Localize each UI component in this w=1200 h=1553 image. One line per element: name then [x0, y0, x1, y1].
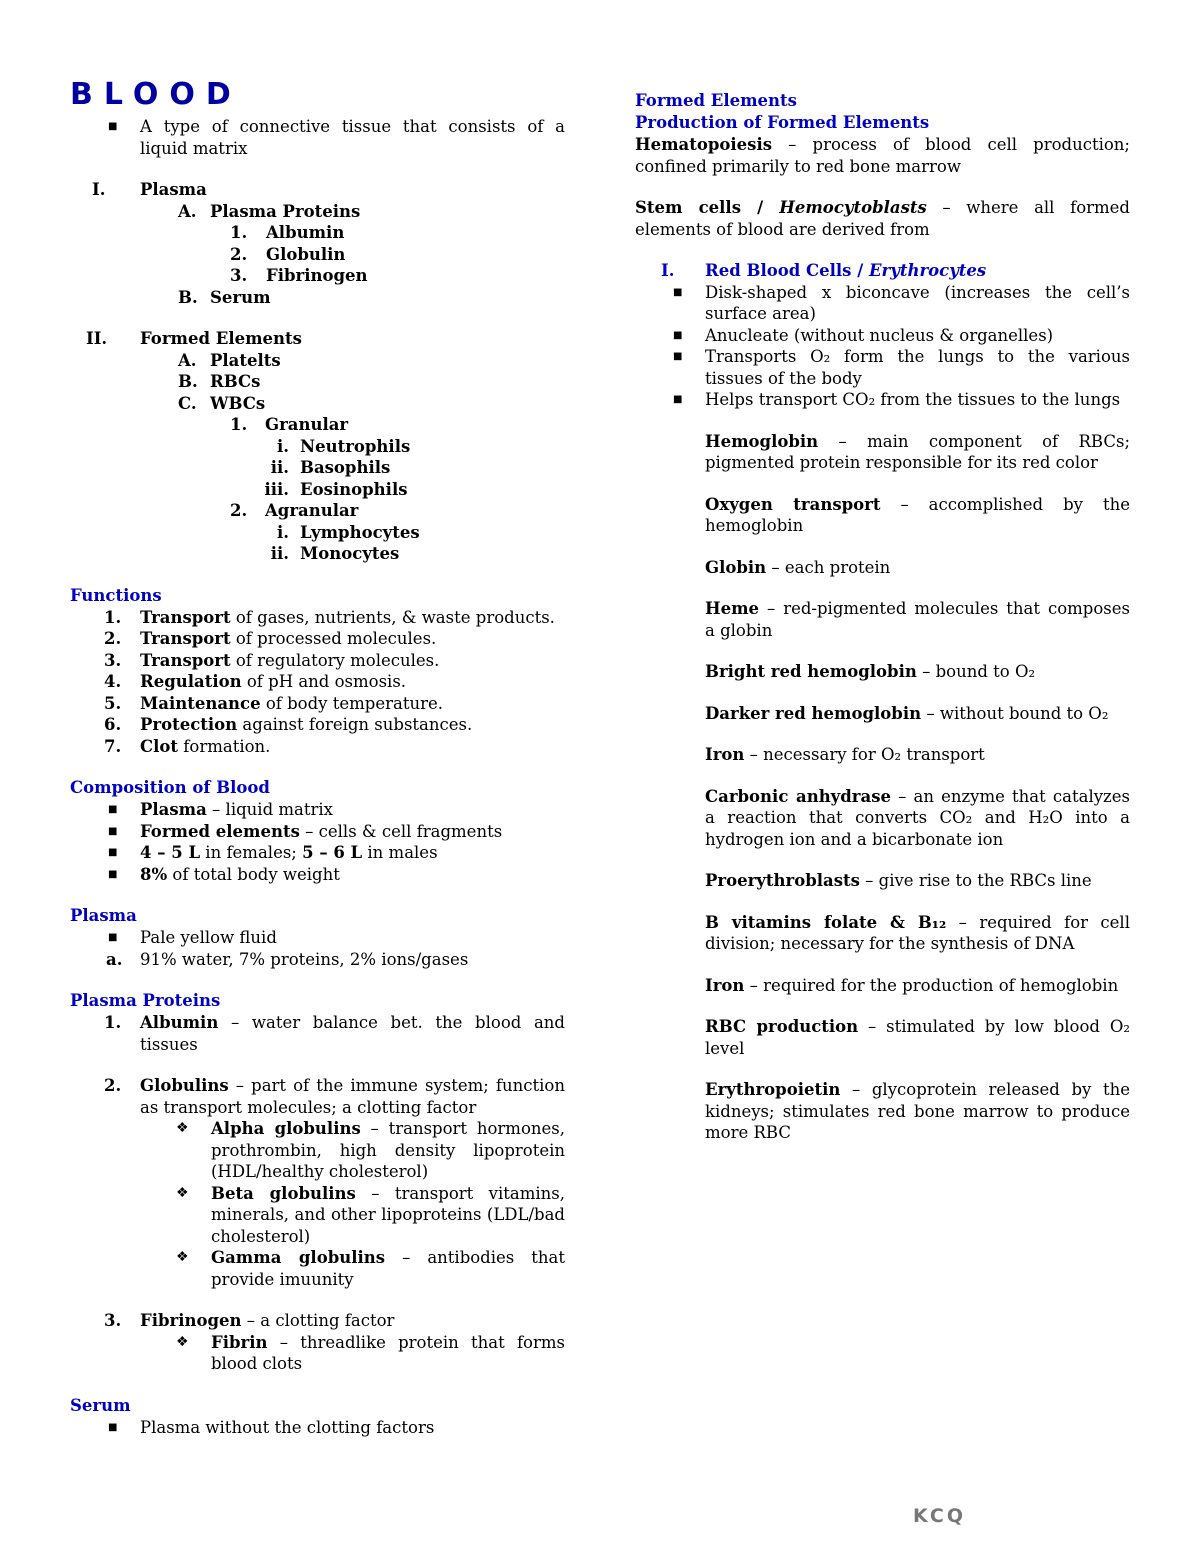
square-bullet-icon: ■ [673, 394, 683, 405]
list-item [70, 714, 565, 736]
list-term: Transport [140, 607, 231, 627]
outline-label: WBCs [210, 393, 266, 413]
list-item [70, 1075, 565, 1118]
definition [635, 703, 1130, 725]
outline-item [70, 179, 565, 201]
definition-term: Erythropoietin [705, 1080, 841, 1099]
rbc-definitions [635, 411, 1130, 1144]
outline-item [70, 328, 565, 350]
list-term: Albumin [140, 1013, 219, 1032]
list-item [70, 671, 565, 693]
list-text: in males [362, 843, 438, 862]
list-item [70, 1012, 565, 1055]
square-bullet-icon: ■ [673, 351, 683, 362]
definition-term: Oxygen transport [705, 494, 881, 514]
definition-text: – necessary for O₂ transport [744, 745, 985, 764]
diamond-bullet-icon: ❖ [176, 1184, 189, 1201]
list-term: Clot [140, 736, 179, 756]
outline-label: Formed Elements [140, 329, 302, 348]
definition [635, 870, 1130, 892]
definition-term: Stem cells / [635, 198, 780, 217]
list-text: of regulatory molecules. [230, 650, 440, 670]
list-term: Regulation [140, 672, 242, 691]
list-number: 7. [104, 736, 122, 756]
list-term: Globulins [140, 1076, 229, 1095]
list-item [70, 1332, 565, 1375]
list-term: Fibrin [211, 1332, 268, 1352]
definition-text: – glycoprotein released by the kidneys; stimulates red bone marrow to produce more RBC [705, 1080, 1130, 1142]
outline-item [70, 543, 565, 565]
serum-heading: Serum [70, 1395, 131, 1415]
outline-item [70, 479, 565, 501]
list-text: 91% water, 7% proteins, 2% ions/gases [140, 949, 469, 969]
square-bullet-icon: ■ [108, 825, 118, 837]
list-number: 5. [104, 693, 122, 713]
right-column [635, 90, 1130, 1144]
list-number: a. [106, 949, 123, 969]
list-text: in females; [200, 843, 303, 862]
definition-text: – give rise to the RBCs line [859, 871, 1092, 890]
list-term: Transport [140, 629, 231, 648]
footer-initials: KCQ [913, 1505, 966, 1527]
rbc-heading [635, 260, 1130, 282]
list-number: 2. [104, 629, 122, 648]
definition [635, 134, 1130, 177]
list-item [70, 1183, 565, 1248]
outline-number: II. [86, 329, 108, 348]
square-bullet-icon: ■ [108, 121, 118, 132]
outline-label: Monocytes [300, 544, 400, 563]
list-text: – a clotting factor [241, 1311, 395, 1330]
outline-label: Plasma [140, 180, 207, 199]
definition [635, 1079, 1130, 1144]
list-item [70, 799, 565, 821]
composition-heading: Composition of Blood [70, 778, 270, 797]
list-text: of pH and osmosis. [241, 672, 407, 691]
outline-label: Granular [265, 415, 349, 434]
definition-text: – main component of RBCs; pigmented protein responsible for its red color [705, 431, 1130, 472]
rbc-bullet-list [635, 282, 1130, 411]
list-item [70, 693, 565, 715]
list-text: of total body weight [167, 864, 340, 884]
list-item [70, 1118, 565, 1183]
list-item [70, 949, 565, 971]
definition-text: – an enzyme that catalyzes a reaction that converts CO₂ and H₂O into a hydrogen ion and a bicarbonate ion [705, 786, 1130, 849]
page-title: BLOOD [70, 77, 242, 112]
list-number: 3. [104, 1311, 122, 1330]
definition-text: – without bound to O₂ [921, 703, 1109, 723]
definition-text: – accomplished by the hemoglobin [705, 494, 1130, 535]
definition-term: Proerythroblasts [705, 871, 860, 890]
list-text: – transport vitamins, minerals, and other lipoproteins (LDL/bad cholesterol) [211, 1183, 565, 1246]
list-item [635, 346, 1130, 389]
definition [635, 557, 1130, 579]
outline-number: 2. [230, 501, 248, 520]
outline-label: Agranular [265, 501, 359, 520]
list-item [70, 628, 565, 650]
list-text: – part of the immune system; function as transport molecules; a clotting factor [140, 1076, 565, 1117]
outline-item [70, 414, 565, 436]
production-heading: Production of Formed Elements [635, 113, 930, 132]
outline-label: Globulin [266, 244, 346, 264]
list-text: – cells & cell fragments [299, 821, 503, 841]
definition [635, 431, 1130, 474]
outline-number: 2. [230, 244, 248, 264]
section-number: I. [661, 261, 675, 280]
list-term: Protection [140, 715, 238, 734]
square-bullet-icon: ■ [673, 286, 683, 298]
list-number: 4. [104, 672, 122, 691]
list-text: of processed molecules. [230, 629, 437, 648]
outline-label: Basophils [300, 458, 391, 477]
outline-number: 3. [230, 266, 248, 285]
definition-term: RBC production [705, 1017, 859, 1036]
outline-item [70, 350, 565, 372]
list-term: Maintenance [140, 693, 261, 713]
definition-term: Darker red hemoglobin [705, 703, 922, 723]
square-bullet-icon: ■ [108, 868, 118, 880]
list-term: Alpha globulins [211, 1119, 361, 1138]
diamond-bullet-icon: ❖ [176, 1249, 189, 1265]
outline-number: 1. [230, 415, 248, 434]
outline-item [70, 201, 565, 223]
list-item [70, 927, 565, 949]
outline-label: RBCs [210, 372, 261, 391]
list-text: of body temperature. [260, 693, 443, 713]
definition [635, 197, 1130, 240]
square-bullet-icon: ■ [673, 329, 683, 341]
outline-number: B. [178, 372, 198, 391]
definition-term: Globin [705, 557, 767, 577]
outline-number: A. [178, 201, 197, 221]
intro-bullet [70, 116, 565, 159]
functions-list [70, 607, 565, 758]
list-item [70, 1310, 565, 1332]
list-text: Plasma without the clotting factors [140, 1417, 435, 1437]
definition [635, 661, 1130, 683]
diamond-bullet-icon: ❖ [176, 1333, 189, 1350]
list-term: Beta globulins [211, 1183, 356, 1203]
list-text: – threadlike protein that forms blood clots [211, 1332, 565, 1373]
outline-number: I. [92, 180, 106, 199]
outline-number: i. [276, 522, 289, 542]
list-item [70, 842, 565, 864]
definition-text: – where all formed elements of blood are derived from [635, 198, 1130, 239]
list-text: – transport hormones, prothrombin, high density lipoprotein (HDL/healthy cholesterol) [211, 1119, 565, 1181]
outline-label: Fibrinogen [266, 266, 368, 285]
outline [70, 179, 565, 565]
list-term: Transport [140, 650, 231, 670]
outline-item [70, 222, 565, 244]
definition-text: – red-pigmented molecules that composes a globin [705, 599, 1130, 640]
outline-number: i. [276, 436, 289, 456]
definition-text: – required for the production of hemoglobin [744, 975, 1119, 995]
definition [635, 494, 1130, 537]
outline-item [70, 265, 565, 287]
plasma-proteins-heading: Plasma Proteins [70, 991, 221, 1010]
definition-term: Heme [705, 599, 760, 618]
composition-list [70, 799, 565, 885]
outline-label: Albumin [266, 223, 345, 242]
section-title: Red Blood Cells / [705, 261, 869, 280]
definition [635, 975, 1130, 997]
definition-term: Hematopoiesis [635, 135, 773, 154]
definition-term: Iron [705, 745, 745, 764]
list-number: 3. [104, 650, 122, 670]
list-text: of gases, nutrients, & waste products. [230, 607, 555, 627]
definition [635, 744, 1130, 766]
outline-item [70, 244, 565, 266]
plasma-heading: Plasma [70, 906, 137, 925]
outline-item [70, 393, 565, 415]
list-text: Pale yellow fluid [140, 928, 277, 947]
definition-text: – each protein [766, 557, 891, 577]
outline-number: 1. [230, 223, 248, 242]
square-bullet-icon: ■ [108, 932, 118, 943]
list-number: 1. [104, 1013, 122, 1032]
list-item [70, 864, 565, 886]
left-column [70, 78, 565, 1438]
definition-term: B vitamins folate & B₁₂ [705, 912, 947, 932]
list-text: Transports O₂ form the lungs to the various tissues of the body [705, 347, 1130, 388]
list-item [70, 736, 565, 758]
definition-term: Hemoglobin [705, 431, 819, 451]
list-text: Anucleate (without nucleus & organelles) [705, 325, 1054, 345]
list-item [70, 821, 565, 843]
list-item [70, 1247, 565, 1290]
outline-item [70, 522, 565, 544]
square-bullet-icon: ■ [108, 847, 118, 858]
outline-label: Neutrophils [300, 436, 411, 456]
definition-text: – process of blood cell production; confined primarily to red bone marrow [635, 135, 1130, 176]
definition-term: Carbonic anhydrase [705, 786, 891, 806]
outline-label: Plasma Proteins [210, 201, 361, 221]
definition [635, 912, 1130, 955]
list-term: Plasma [140, 800, 207, 819]
outline-item [70, 500, 565, 522]
outline-number: B. [178, 287, 198, 307]
list-text: Disk-shaped x biconcave (increases the cell’s surface area) [705, 282, 1130, 323]
definition-term-italic: Hemocytoblasts [779, 198, 927, 217]
outline-label: Lymphocytes [300, 522, 420, 542]
diamond-bullet-icon: ❖ [176, 1120, 189, 1136]
definition-text: – stimulated by low blood O₂ level [705, 1017, 1130, 1058]
outline-label: Eosinophils [300, 479, 408, 499]
definition [635, 598, 1130, 641]
list-term: Gamma globulins [211, 1248, 386, 1267]
outline-number: ii. [270, 544, 289, 563]
list-item [635, 389, 1130, 411]
outline-item [70, 436, 565, 458]
list-item [70, 650, 565, 672]
outline-number: ii. [270, 458, 289, 477]
list-item [70, 607, 565, 629]
square-bullet-icon: ■ [108, 1421, 118, 1433]
definition-text: – required for cell division; necessary for the synthesis of DNA [705, 912, 1130, 953]
list-text: – antibodies that provide imuunity [211, 1248, 565, 1289]
list-text: – liquid matrix [206, 800, 333, 819]
outline-number: A. [178, 350, 197, 370]
formed-elements-heading: Formed Elements [635, 91, 797, 110]
outline-label: Serum [210, 287, 271, 307]
definition-term: Iron [705, 975, 745, 995]
list-number: 2. [104, 1076, 122, 1095]
list-text: formation. [178, 736, 271, 756]
outline-number: C. [178, 393, 197, 413]
section-title-italic: Erythrocytes [868, 261, 987, 280]
list-term: Fibrinogen [140, 1311, 242, 1330]
list-text: – water balance bet. the blood and tissues [140, 1013, 565, 1054]
list-item [70, 1417, 565, 1439]
list-term: 4 – 5 L [140, 843, 201, 862]
list-text: against foreign substances. [237, 715, 473, 734]
definition-text: – bound to O₂ [916, 662, 1036, 681]
outline-number: iii. [264, 479, 289, 499]
list-term: 5 – 6 L [302, 843, 363, 862]
list-item [635, 282, 1130, 325]
square-bullet-icon: ■ [108, 804, 118, 815]
definition [635, 1016, 1130, 1059]
definition-term: Bright red hemoglobin [705, 662, 917, 681]
outline-item [70, 371, 565, 393]
list-item [635, 325, 1130, 347]
list-number: 1. [104, 607, 122, 627]
functions-heading: Functions [70, 585, 162, 605]
definition [635, 786, 1130, 851]
list-number: 6. [104, 715, 122, 734]
intro-text: A type of connective tissue that consists of a liquid matrix [140, 117, 565, 158]
list-term: Formed elements [140, 821, 300, 841]
outline-item [70, 287, 565, 309]
list-term: 8% [140, 864, 168, 884]
outline-item [70, 457, 565, 479]
outline-label: Platelts [210, 350, 281, 370]
list-text: Helps transport CO₂ from the tissues to the lungs [705, 390, 1121, 409]
